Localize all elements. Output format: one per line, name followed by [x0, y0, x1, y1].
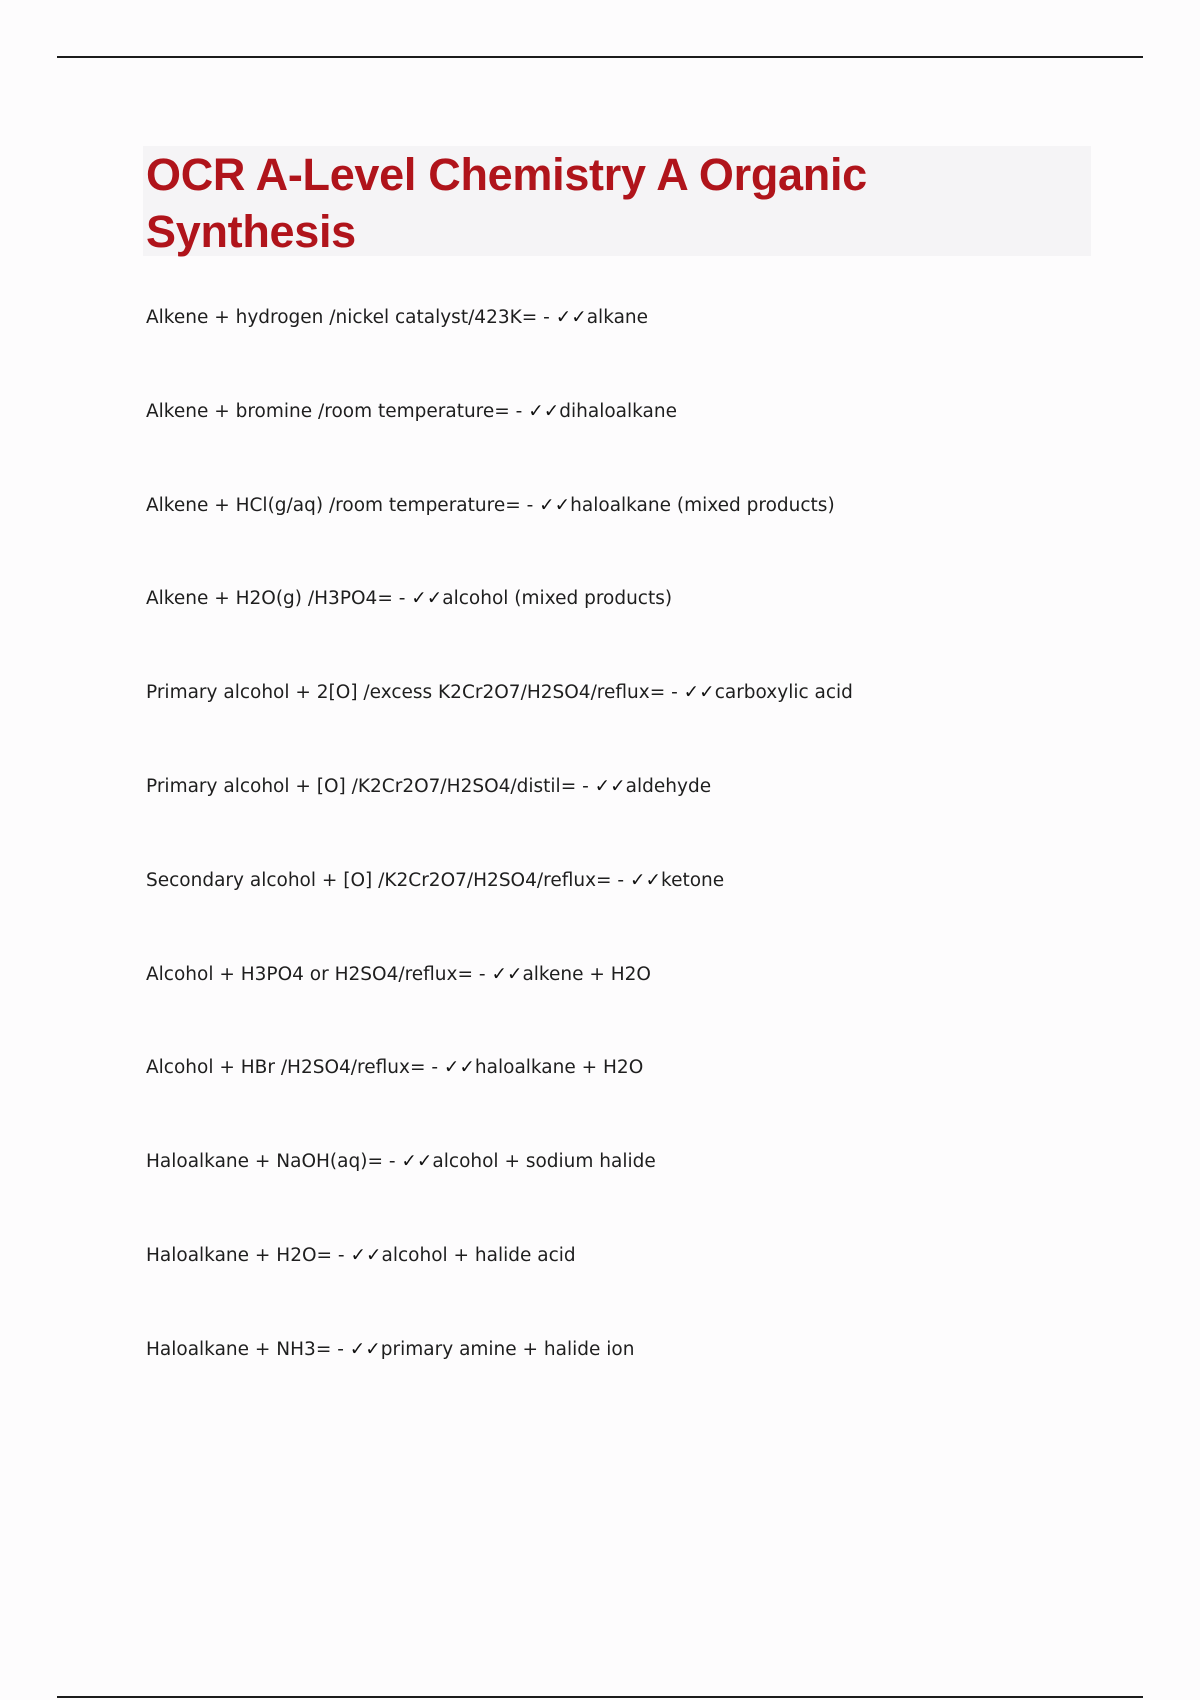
entry-answer: alkane [586, 307, 649, 328]
entry-answer: alcohol (mixed products) [442, 588, 673, 610]
entry-answer: dihaloalkane [559, 400, 677, 422]
entry-answer: haloalkane (mixed products) [570, 494, 835, 516]
check-mark-icon: ✓✓ [528, 400, 560, 422]
entry-separator: = - [316, 1244, 351, 1266]
list-item [146, 1238, 1096, 1332]
check-mark-icon: ✓✓ [683, 682, 715, 704]
check-mark-icon: ✓✓ [350, 1244, 382, 1266]
check-mark-icon: ✓✓ [555, 307, 587, 328]
list-item [146, 488, 1096, 582]
entry-separator: = - [649, 682, 684, 704]
entry-separator: = - [315, 1338, 350, 1360]
check-mark-icon: ✓✓ [349, 1338, 381, 1360]
entry-question: Primary alcohol + [O] /K2Cr2O7/H2SO4/distil [146, 775, 561, 797]
entry-separator: = - [377, 588, 412, 610]
entry-answer: alkene + H2O [522, 963, 651, 985]
list-item [146, 769, 1096, 863]
flashcard-list [146, 300, 1096, 1426]
check-mark-icon: ✓✓ [491, 963, 523, 985]
check-mark-icon: ✓✓ [539, 494, 571, 516]
entry-separator: = - [409, 1057, 444, 1079]
header-divider [57, 56, 1143, 58]
entry-question: Secondary alcohol + [O] /K2Cr2O7/H2SO4/reflux [146, 869, 597, 891]
entry-answer: aldehyde [625, 775, 712, 797]
entry-question: Alkene + HCl(g/aq) /room temperature [146, 494, 506, 516]
entry-question: Alkene + H2O(g) /H3PO4 [146, 588, 378, 610]
entry-question: Haloalkane + H2O [146, 1244, 317, 1266]
check-mark-icon: ✓✓ [630, 869, 662, 891]
entry-answer: carboxylic acid [714, 682, 853, 704]
list-item [146, 1144, 1096, 1238]
footer-divider [57, 1696, 1143, 1698]
check-mark-icon: ✓✓ [401, 1151, 433, 1173]
entry-separator: = - [505, 494, 540, 516]
entry-question: Alcohol + H3PO4 or H2SO4/reflux [146, 963, 458, 985]
entry-separator: = - [521, 307, 556, 328]
list-item [146, 1332, 1096, 1426]
entry-separator: = - [494, 400, 529, 422]
entry-answer: alcohol + sodium halide [432, 1151, 656, 1173]
entry-question: Primary alcohol + 2[O] /excess K2Cr2O7/H2SO4/reflux [146, 682, 650, 704]
list-item [146, 675, 1096, 769]
list-item [146, 300, 1096, 394]
list-item [146, 394, 1096, 488]
list-item [146, 581, 1096, 675]
entry-question: Alcohol + HBr /H2SO4/reflux [146, 1057, 410, 1079]
entry-separator: = - [596, 869, 630, 891]
entry-separator: = - [457, 963, 492, 985]
list-item [146, 1050, 1096, 1144]
check-mark-icon: ✓✓ [411, 588, 443, 610]
entry-question: Alkene + hydrogen /nickel catalyst/423K [146, 307, 522, 328]
check-mark-icon: ✓✓ [443, 1057, 475, 1079]
entry-separator: = - [367, 1151, 402, 1173]
entry-answer: alcohol + halide acid [381, 1244, 576, 1266]
entry-answer: ketone [661, 869, 725, 891]
list-item [146, 863, 1096, 957]
entry-question: Haloalkane + NH3 [146, 1338, 316, 1360]
entry-separator: = - [560, 775, 595, 797]
entry-answer: haloalkane + H2O [474, 1057, 644, 1079]
page-title: OCR A-Level Chemistry A Organic Synthesis [146, 149, 867, 257]
entry-question: Haloalkane + NaOH(aq) [146, 1151, 368, 1173]
entry-question: Alkene + bromine /room temperature [146, 400, 495, 422]
list-item [146, 957, 1096, 1051]
entry-answer: primary amine + halide ion [380, 1338, 635, 1360]
check-mark-icon: ✓✓ [594, 775, 626, 797]
